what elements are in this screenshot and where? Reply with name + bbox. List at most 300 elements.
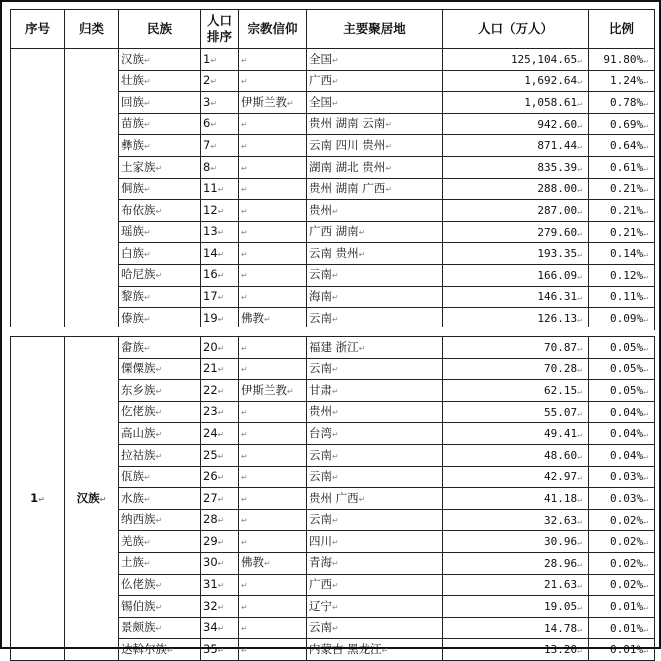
ethnicity-cell: 土族↵ — [119, 552, 201, 574]
paragraph-mark-icon: ↵ — [577, 451, 582, 461]
ethnicity-cell: 水族↵ — [119, 488, 201, 510]
paragraph-mark-icon: ↵ — [332, 473, 339, 483]
paragraph-mark-icon: ↵ — [217, 451, 225, 461]
ratio-cell: 0.01%↵ — [589, 639, 655, 661]
region-cell: 贵州↵ — [307, 401, 443, 423]
paragraph-mark-icon: ↵ — [241, 516, 248, 526]
ethnicity-cell: 拉祜族↵ — [119, 444, 201, 466]
ethnicity-cell: 畲族↵ — [119, 337, 201, 359]
ethnicity-cell: 汉族↵ — [119, 49, 201, 71]
paragraph-mark-icon: ↵ — [643, 624, 648, 634]
religion-cell — [239, 401, 307, 423]
paragraph-mark-icon: ↵ — [643, 451, 648, 461]
paragraph-mark-icon: ↵ — [241, 77, 248, 87]
paragraph-mark-icon: ↵ — [155, 429, 163, 439]
paragraph-mark-icon: ↵ — [241, 408, 248, 418]
paragraph-mark-icon: ↵ — [210, 98, 218, 108]
region-cell: 云南↵ — [307, 264, 443, 286]
paragraph-mark-icon: ↵ — [332, 624, 339, 634]
paragraph-mark-icon: ↵ — [577, 142, 582, 152]
paragraph-mark-icon: ↵ — [241, 494, 248, 504]
paragraph-mark-icon: ↵ — [332, 55, 339, 65]
paragraph-mark-icon: ↵ — [144, 559, 151, 569]
ethnicity-cell: 羌族↵ — [119, 531, 201, 553]
population-cell: 49.41↵ — [443, 423, 589, 445]
ethnicity-cell: 彝族↵ — [119, 135, 201, 157]
paragraph-mark-icon: ↵ — [144, 55, 151, 65]
paragraph-mark-icon: ↵ — [241, 163, 248, 173]
religion-cell: 伊斯兰教↵ — [239, 380, 307, 402]
paragraph-mark-icon: ↵ — [99, 494, 107, 504]
paragraph-mark-icon: ↵ — [332, 365, 339, 375]
region-cell: 云南 四川 贵州↵ — [307, 135, 443, 157]
paragraph-mark-icon: ↵ — [210, 141, 218, 151]
ratio-cell: 0.03%↵ — [589, 488, 655, 510]
region-cell: 云南↵ — [307, 308, 443, 330]
rank-cell: 30↵ — [201, 552, 239, 574]
population-cell: 279.60↵ — [443, 221, 589, 243]
region-cell: 贵州 湖南 云南↵ — [307, 113, 443, 135]
paragraph-mark-icon: ↵ — [643, 314, 648, 324]
religion-cell — [239, 444, 307, 466]
col-header-ratio: 比例 — [589, 10, 655, 49]
paragraph-mark-icon: ↵ — [332, 408, 339, 418]
paragraph-mark-icon: ↵ — [241, 343, 248, 353]
paragraph-mark-icon: ↵ — [38, 494, 45, 504]
paragraph-mark-icon: ↵ — [385, 185, 393, 195]
population-cell: 13.20↵ — [443, 639, 589, 661]
paragraph-mark-icon: ↵ — [241, 228, 248, 238]
paragraph-mark-icon: ↵ — [241, 185, 248, 195]
ratio-cell: 0.12%↵ — [589, 264, 655, 286]
population-cell: 28.96↵ — [443, 552, 589, 574]
paragraph-mark-icon: ↵ — [217, 386, 225, 396]
ratio-cell: 0.14%↵ — [589, 243, 655, 265]
population-cell: 166.09↵ — [443, 264, 589, 286]
paragraph-mark-icon: ↵ — [144, 249, 151, 259]
paragraph-mark-icon: ↵ — [210, 77, 218, 87]
paragraph-mark-icon: ↵ — [217, 343, 225, 353]
region-cell: 广西↵ — [307, 70, 443, 92]
paragraph-mark-icon: ↵ — [643, 365, 648, 375]
paragraph-mark-icon: ↵ — [217, 408, 225, 418]
paragraph-mark-icon: ↵ — [217, 581, 225, 591]
ratio-cell: 0.01%↵ — [589, 596, 655, 618]
paragraph-mark-icon: ↵ — [643, 98, 648, 108]
rank-cell: 7↵ — [201, 135, 239, 157]
paragraph-mark-icon: ↵ — [643, 646, 648, 656]
region-cell: 云南↵ — [307, 444, 443, 466]
region-cell: 四川↵ — [307, 531, 443, 553]
paragraph-mark-icon: ↵ — [643, 430, 648, 440]
paragraph-mark-icon: ↵ — [643, 142, 648, 152]
population-cell: 14.78↵ — [443, 617, 589, 639]
rank-cell: 21↵ — [201, 358, 239, 380]
religion-cell — [239, 221, 307, 243]
ethnicity-cell: 仡佬族↵ — [119, 401, 201, 423]
religion-cell — [239, 70, 307, 92]
paragraph-mark-icon: ↵ — [577, 624, 582, 634]
paragraph-mark-icon: ↵ — [287, 98, 294, 108]
religion-cell: 伊斯兰教↵ — [239, 92, 307, 114]
paragraph-mark-icon: ↵ — [144, 120, 151, 130]
paragraph-mark-icon: ↵ — [217, 602, 225, 612]
paragraph-mark-icon: ↵ — [577, 55, 582, 65]
population-cell: 42.97↵ — [443, 466, 589, 488]
religion-cell — [239, 113, 307, 135]
population-cell: 70.28↵ — [443, 358, 589, 380]
ratio-cell: 0.21%↵ — [589, 221, 655, 243]
rank-cell: 25↵ — [201, 444, 239, 466]
paragraph-mark-icon: ↵ — [241, 473, 248, 483]
rank-cell: 22↵ — [201, 380, 239, 402]
paragraph-mark-icon: ↵ — [155, 365, 163, 375]
paragraph-mark-icon: ↵ — [643, 602, 648, 612]
paragraph-mark-icon: ↵ — [332, 516, 339, 526]
ratio-cell: 0.04%↵ — [589, 423, 655, 445]
paragraph-mark-icon: ↵ — [332, 581, 339, 591]
col-header-region: 主要聚居地 — [307, 10, 443, 49]
ratio-cell: 0.64%↵ — [589, 135, 655, 157]
rank-cell: 3↵ — [201, 92, 239, 114]
rank-cell: 28↵ — [201, 509, 239, 531]
paragraph-mark-icon: ↵ — [144, 228, 151, 238]
paragraph-mark-icon: ↵ — [217, 293, 225, 303]
group-index-cell — [11, 49, 65, 330]
region-cell: 福建 浙江↵ — [307, 337, 443, 359]
paragraph-mark-icon: ↵ — [577, 430, 582, 440]
region-cell: 台湾↵ — [307, 423, 443, 445]
rank-cell: 27↵ — [201, 488, 239, 510]
table-row — [11, 337, 655, 359]
paragraph-mark-icon: ↵ — [241, 55, 248, 65]
ethnicity-cell: 高山族↵ — [119, 423, 201, 445]
region-cell: 辽宁↵ — [307, 596, 443, 618]
paragraph-mark-icon: ↵ — [155, 386, 163, 396]
rank-cell: 20↵ — [201, 337, 239, 359]
religion-cell — [239, 200, 307, 222]
population-cell: 942.60↵ — [443, 113, 589, 135]
rank-cell: 14↵ — [201, 243, 239, 265]
group-category-cell: 汉族↵ — [65, 337, 119, 661]
paragraph-mark-icon: ↵ — [577, 250, 582, 260]
paragraph-mark-icon: ↵ — [358, 494, 366, 504]
rank-cell: 17↵ — [201, 286, 239, 308]
paragraph-mark-icon: ↵ — [577, 314, 582, 324]
rank-cell: 35↵ — [201, 639, 239, 661]
paragraph-mark-icon: ↵ — [217, 228, 225, 238]
ethnic-table-top — [10, 9, 655, 330]
religion-cell — [239, 358, 307, 380]
paragraph-mark-icon: ↵ — [144, 343, 151, 353]
paragraph-mark-icon: ↵ — [643, 77, 648, 87]
col-header-population: 人口（万人） — [443, 10, 589, 49]
paragraph-mark-icon: ↵ — [577, 386, 582, 396]
paragraph-mark-icon: ↵ — [241, 365, 248, 375]
paragraph-mark-icon: ↵ — [577, 271, 582, 281]
paragraph-mark-icon: ↵ — [577, 98, 582, 108]
region-cell: 广西 湖南↵ — [307, 221, 443, 243]
ethnicity-cell: 佤族↵ — [119, 466, 201, 488]
paragraph-mark-icon: ↵ — [155, 624, 163, 634]
paragraph-mark-icon: ↵ — [385, 141, 393, 151]
paragraph-mark-icon: ↵ — [144, 77, 151, 87]
paragraph-mark-icon: ↵ — [643, 206, 648, 216]
region-cell: 贵州 湖南 广西↵ — [307, 178, 443, 200]
ratio-cell: 0.05%↵ — [589, 337, 655, 359]
ratio-cell: 0.69%↵ — [589, 113, 655, 135]
religion-cell: 佛教↵ — [239, 308, 307, 330]
ratio-cell: 0.21%↵ — [589, 178, 655, 200]
rank-cell: 11↵ — [201, 178, 239, 200]
paragraph-mark-icon: ↵ — [358, 343, 366, 353]
paragraph-mark-icon: ↵ — [144, 141, 151, 151]
ethnicity-cell: 黎族↵ — [119, 286, 201, 308]
paragraph-mark-icon: ↵ — [241, 120, 248, 130]
paragraph-mark-icon: ↵ — [385, 120, 393, 130]
religion-cell — [239, 596, 307, 618]
ethnicity-cell: 土家族↵ — [119, 156, 201, 178]
ratio-cell: 0.61%↵ — [589, 156, 655, 178]
region-cell: 广西↵ — [307, 574, 443, 596]
paragraph-mark-icon: ↵ — [241, 141, 248, 151]
paragraph-mark-icon: ↵ — [332, 537, 339, 547]
group-category-cell — [65, 49, 119, 330]
population-cell: 193.35↵ — [443, 243, 589, 265]
paragraph-mark-icon: ↵ — [643, 343, 648, 353]
paragraph-mark-icon: ↵ — [577, 559, 582, 569]
paragraph-mark-icon: ↵ — [332, 206, 339, 216]
ethnicity-cell: 傈僳族↵ — [119, 358, 201, 380]
ethnicity-cell: 东乡族↵ — [119, 380, 201, 402]
ratio-cell: 0.03%↵ — [589, 466, 655, 488]
ethnicity-cell: 达斡尔族↵ — [119, 639, 201, 661]
region-cell: 云南 贵州↵ — [307, 243, 443, 265]
paragraph-mark-icon: ↵ — [217, 206, 225, 216]
paragraph-mark-icon: ↵ — [643, 473, 648, 483]
population-cell: 871.44↵ — [443, 135, 589, 157]
ratio-cell: 0.01%↵ — [589, 617, 655, 639]
header-row — [11, 10, 655, 49]
ratio-cell: 1.24%↵ — [589, 70, 655, 92]
ethnicity-cell: 锡伯族↵ — [119, 596, 201, 618]
paragraph-mark-icon: ↵ — [332, 314, 339, 324]
paragraph-mark-icon: ↵ — [241, 645, 248, 655]
region-cell: 云南↵ — [307, 358, 443, 380]
paragraph-mark-icon: ↵ — [643, 581, 648, 591]
paragraph-mark-icon: ↵ — [241, 206, 248, 216]
paragraph-mark-icon: ↵ — [241, 602, 248, 612]
population-cell: 55.07↵ — [443, 401, 589, 423]
religion-cell — [239, 264, 307, 286]
paragraph-mark-icon: ↵ — [217, 271, 225, 281]
paragraph-mark-icon: ↵ — [155, 271, 163, 281]
ethnicity-cell: 哈尼族↵ — [119, 264, 201, 286]
ratio-cell: 91.80%↵ — [589, 49, 655, 71]
religion-cell — [239, 531, 307, 553]
region-cell: 云南↵ — [307, 509, 443, 531]
paragraph-mark-icon: ↵ — [287, 386, 294, 396]
paragraph-mark-icon: ↵ — [332, 386, 339, 396]
population-cell: 126.13↵ — [443, 308, 589, 330]
paragraph-mark-icon: ↵ — [643, 250, 648, 260]
rank-cell: 13↵ — [201, 221, 239, 243]
ratio-cell: 0.78%↵ — [589, 92, 655, 114]
population-cell: 19.05↵ — [443, 596, 589, 618]
population-cell: 48.60↵ — [443, 444, 589, 466]
paragraph-mark-icon: ↵ — [577, 516, 582, 526]
paragraph-mark-icon: ↵ — [241, 271, 248, 281]
ratio-cell: 0.02%↵ — [589, 552, 655, 574]
paragraph-mark-icon: ↵ — [332, 429, 339, 439]
col-header-religion: 宗教信仰 — [239, 10, 307, 49]
paragraph-mark-icon: ↵ — [210, 55, 218, 65]
religion-cell — [239, 243, 307, 265]
paragraph-mark-icon: ↵ — [155, 581, 163, 591]
paragraph-mark-icon: ↵ — [358, 228, 366, 238]
region-cell: 全国↵ — [307, 92, 443, 114]
rank-cell: 16↵ — [201, 264, 239, 286]
paragraph-mark-icon: ↵ — [217, 473, 225, 483]
population-cell: 32.63↵ — [443, 509, 589, 531]
ratio-cell: 0.09%↵ — [589, 308, 655, 330]
paragraph-mark-icon: ↵ — [155, 516, 163, 526]
paragraph-mark-icon: ↵ — [643, 55, 648, 65]
paragraph-mark-icon: ↵ — [241, 249, 248, 259]
ethnicity-cell: 侗族↵ — [119, 178, 201, 200]
paragraph-mark-icon: ↵ — [577, 494, 582, 504]
religion-cell — [239, 423, 307, 445]
ratio-cell: 0.11%↵ — [589, 286, 655, 308]
paragraph-mark-icon: ↵ — [643, 293, 648, 303]
ethnicity-cell: 纳西族↵ — [119, 509, 201, 531]
paragraph-mark-icon: ↵ — [577, 77, 582, 87]
region-cell: 贵州 广西↵ — [307, 488, 443, 510]
paragraph-mark-icon: ↵ — [577, 185, 582, 195]
region-cell: 内蒙古 黑龙江↵ — [307, 639, 443, 661]
paragraph-mark-icon: ↵ — [241, 581, 248, 591]
paragraph-mark-icon: ↵ — [643, 559, 648, 569]
table-row — [11, 49, 655, 71]
col-header-rank: 人口 排序 — [201, 10, 239, 49]
population-cell: 41.18↵ — [443, 488, 589, 510]
religion-cell — [239, 286, 307, 308]
paragraph-mark-icon: ↵ — [217, 494, 225, 504]
ethnic-table-bottom — [10, 336, 655, 661]
rank-cell: 34↵ — [201, 617, 239, 639]
paragraph-mark-icon: ↵ — [643, 120, 648, 130]
paragraph-mark-icon: ↵ — [332, 77, 339, 87]
paragraph-mark-icon: ↵ — [144, 314, 151, 324]
paragraph-mark-icon: ↵ — [358, 249, 366, 259]
paragraph-mark-icon: ↵ — [577, 646, 582, 656]
paragraph-mark-icon: ↵ — [264, 314, 271, 324]
ethnicity-cell: 景颇族↵ — [119, 617, 201, 639]
paragraph-mark-icon: ↵ — [577, 228, 582, 238]
paragraph-mark-icon: ↵ — [217, 559, 225, 569]
paragraph-mark-icon: ↵ — [577, 602, 582, 612]
paragraph-mark-icon: ↵ — [643, 516, 648, 526]
paragraph-mark-icon: ↵ — [332, 602, 339, 612]
paragraph-mark-icon: ↵ — [264, 559, 271, 569]
population-cell: 1,058.61↵ — [443, 92, 589, 114]
paragraph-mark-icon: ↵ — [144, 293, 151, 303]
paragraph-mark-icon: ↵ — [577, 293, 582, 303]
rank-cell: 29↵ — [201, 531, 239, 553]
paragraph-mark-icon: ↵ — [643, 271, 648, 281]
ethnicity-cell: 傣族↵ — [119, 308, 201, 330]
table-body-bottom — [11, 337, 655, 661]
paragraph-mark-icon: ↵ — [144, 473, 151, 483]
paragraph-mark-icon: ↵ — [577, 206, 582, 216]
ethnicity-cell: 壮族↵ — [119, 70, 201, 92]
paragraph-mark-icon: ↵ — [577, 538, 582, 548]
rank-cell: 23↵ — [201, 401, 239, 423]
ethnicity-cell: 白族↵ — [119, 243, 201, 265]
rank-cell: 24↵ — [201, 423, 239, 445]
paragraph-mark-icon: ↵ — [332, 559, 339, 569]
paragraph-mark-icon: ↵ — [241, 537, 248, 547]
ratio-cell: 0.04%↵ — [589, 401, 655, 423]
religion-cell — [239, 49, 307, 71]
religion-cell — [239, 466, 307, 488]
religion-cell — [239, 509, 307, 531]
religion-cell — [239, 156, 307, 178]
page-break — [10, 327, 654, 336]
rank-cell: 8↵ — [201, 156, 239, 178]
paragraph-mark-icon: ↵ — [155, 451, 163, 461]
paragraph-mark-icon: ↵ — [217, 249, 225, 259]
col-header-ethnicity: 民族 — [119, 10, 201, 49]
group-index-cell: 1↵ — [11, 337, 65, 661]
region-cell: 海南↵ — [307, 286, 443, 308]
ratio-cell: 0.21%↵ — [589, 200, 655, 222]
religion-cell: 佛教↵ — [239, 552, 307, 574]
paragraph-mark-icon: ↵ — [210, 163, 218, 173]
paragraph-mark-icon: ↵ — [217, 185, 225, 195]
rank-cell: 26↵ — [201, 466, 239, 488]
paragraph-mark-icon: ↵ — [241, 293, 248, 303]
paragraph-mark-icon: ↵ — [155, 163, 163, 173]
table-body-top — [11, 49, 655, 330]
religion-cell — [239, 639, 307, 661]
paragraph-mark-icon: ↵ — [381, 645, 389, 655]
ethnicity-cell: 苗族↵ — [119, 113, 201, 135]
region-cell: 贵州↵ — [307, 200, 443, 222]
paragraph-mark-icon: ↵ — [167, 645, 174, 655]
paragraph-mark-icon: ↵ — [241, 451, 248, 461]
population-cell: 146.31↵ — [443, 286, 589, 308]
paragraph-mark-icon: ↵ — [144, 494, 151, 504]
paragraph-mark-icon: ↵ — [217, 365, 225, 375]
ratio-cell: 0.02%↵ — [589, 531, 655, 553]
ethnicity-cell: 布依族↵ — [119, 200, 201, 222]
region-cell: 全国↵ — [307, 49, 443, 71]
religion-cell — [239, 135, 307, 157]
paragraph-mark-icon: ↵ — [643, 228, 648, 238]
paragraph-mark-icon: ↵ — [643, 408, 648, 418]
paragraph-mark-icon: ↵ — [332, 451, 339, 461]
rank-cell: 6↵ — [201, 113, 239, 135]
religion-cell — [239, 178, 307, 200]
ethnicity-cell: 瑶族↵ — [119, 221, 201, 243]
religion-cell — [239, 337, 307, 359]
paragraph-mark-icon: ↵ — [217, 537, 225, 547]
paragraph-mark-icon: ↵ — [155, 206, 163, 216]
col-header-index: 序号 — [11, 10, 65, 49]
population-cell: 1,692.64↵ — [443, 70, 589, 92]
paragraph-mark-icon: ↵ — [577, 365, 582, 375]
